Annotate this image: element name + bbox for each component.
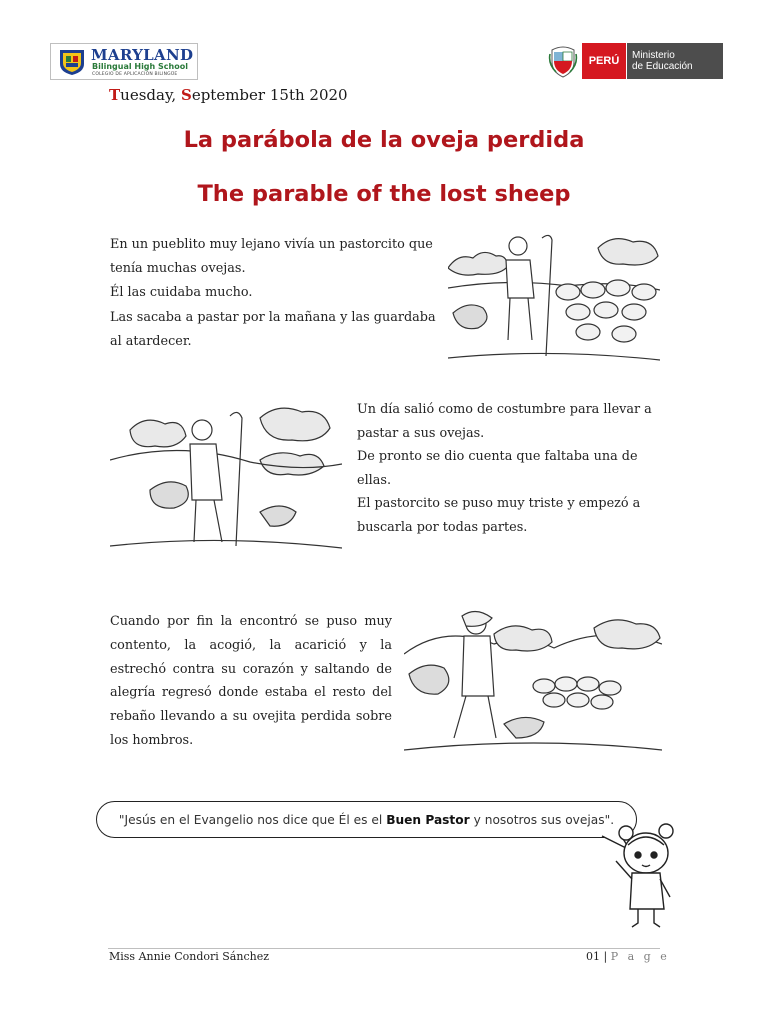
ministry-line-2: de Educación (632, 61, 693, 72)
speech-text-after: y nosotros sus ovejas". (473, 812, 615, 827)
paragraph-1-line: al atardecer. (110, 333, 192, 349)
paragraph-2-line: El pastorcito se puso muy triste y empezó a (357, 496, 641, 512)
footer-divider (108, 948, 660, 949)
school-subtitle: Bilingual High School (92, 62, 188, 71)
date-day-rest: uesday, (120, 86, 181, 104)
shepherd-searching-illustration (110, 400, 342, 552)
speech-bubble (96, 801, 637, 838)
paragraph-2-line: Un día salió como de costumbre para llevar a (357, 402, 652, 417)
paragraph-2-line: buscarla por todas partes. (357, 519, 528, 535)
paragraph-2-line: pastar a sus ovejas. (357, 425, 485, 441)
peru-label: PERÚ (582, 43, 626, 79)
date-line (109, 86, 348, 104)
paragraph-1-line: Las sacaba a pastar por la mañana y las guardaba (110, 309, 436, 325)
school-name: MARYLAND (91, 46, 194, 64)
date-day-initial: T (109, 86, 121, 104)
story-paragraph-2 (357, 398, 659, 540)
speech-text-bold: Buen Pastor (386, 812, 470, 827)
title-english: The parable of the lost sheep (197, 181, 571, 207)
paragraph-2-line: De pronto se dio cuenta que faltaba una de (357, 449, 638, 465)
girl-character-illustration (610, 817, 690, 932)
ministry-line-1: Ministerio (632, 50, 675, 61)
paragraph-1-line: Él las cuidaba mucho. (110, 285, 253, 301)
date-month-initial: S (180, 86, 192, 104)
paragraph-1-line: En un pueblito muy lejano vivía un pastorcito que (110, 237, 433, 252)
peru-shield-icon (548, 44, 578, 78)
speech-text-before: "Jesús en el Evangelio nos dice que Él es el (118, 812, 383, 827)
shepherd-returning-illustration (404, 604, 662, 754)
ministry-logo (548, 43, 723, 79)
paragraph-2-line: ellas. (357, 472, 392, 488)
footer-page (586, 950, 670, 963)
title-spanish: La parábola de la oveja perdida (183, 127, 585, 153)
page-label: P a g e (610, 950, 670, 963)
school-tagline: COLEGIO DE APLICACIÓN BILINGÜE (92, 72, 178, 77)
school-crest-icon (57, 48, 87, 76)
shepherd-flock-illustration (448, 228, 660, 368)
school-logo (50, 43, 198, 80)
page-number: 01 (586, 950, 600, 963)
footer-author: Miss Annie Condori Sánchez (109, 950, 269, 963)
story-paragraph-3: Cuando por fin la encontró se puso muy contento, la acogió, la acarició y la estrechó contra su corazón y saltando de alegría regresó donde estaba el resto del rebaño llevando a su ovejita perdida sobre los hombros. (110, 614, 392, 748)
ministry-label (626, 43, 723, 79)
paragraph-1-line: tenía muchas ovejas. (110, 261, 246, 277)
story-paragraph-1 (110, 233, 440, 354)
date-month-rest: eptember 15th 2020 (191, 86, 348, 104)
page-separator: | (603, 950, 608, 963)
